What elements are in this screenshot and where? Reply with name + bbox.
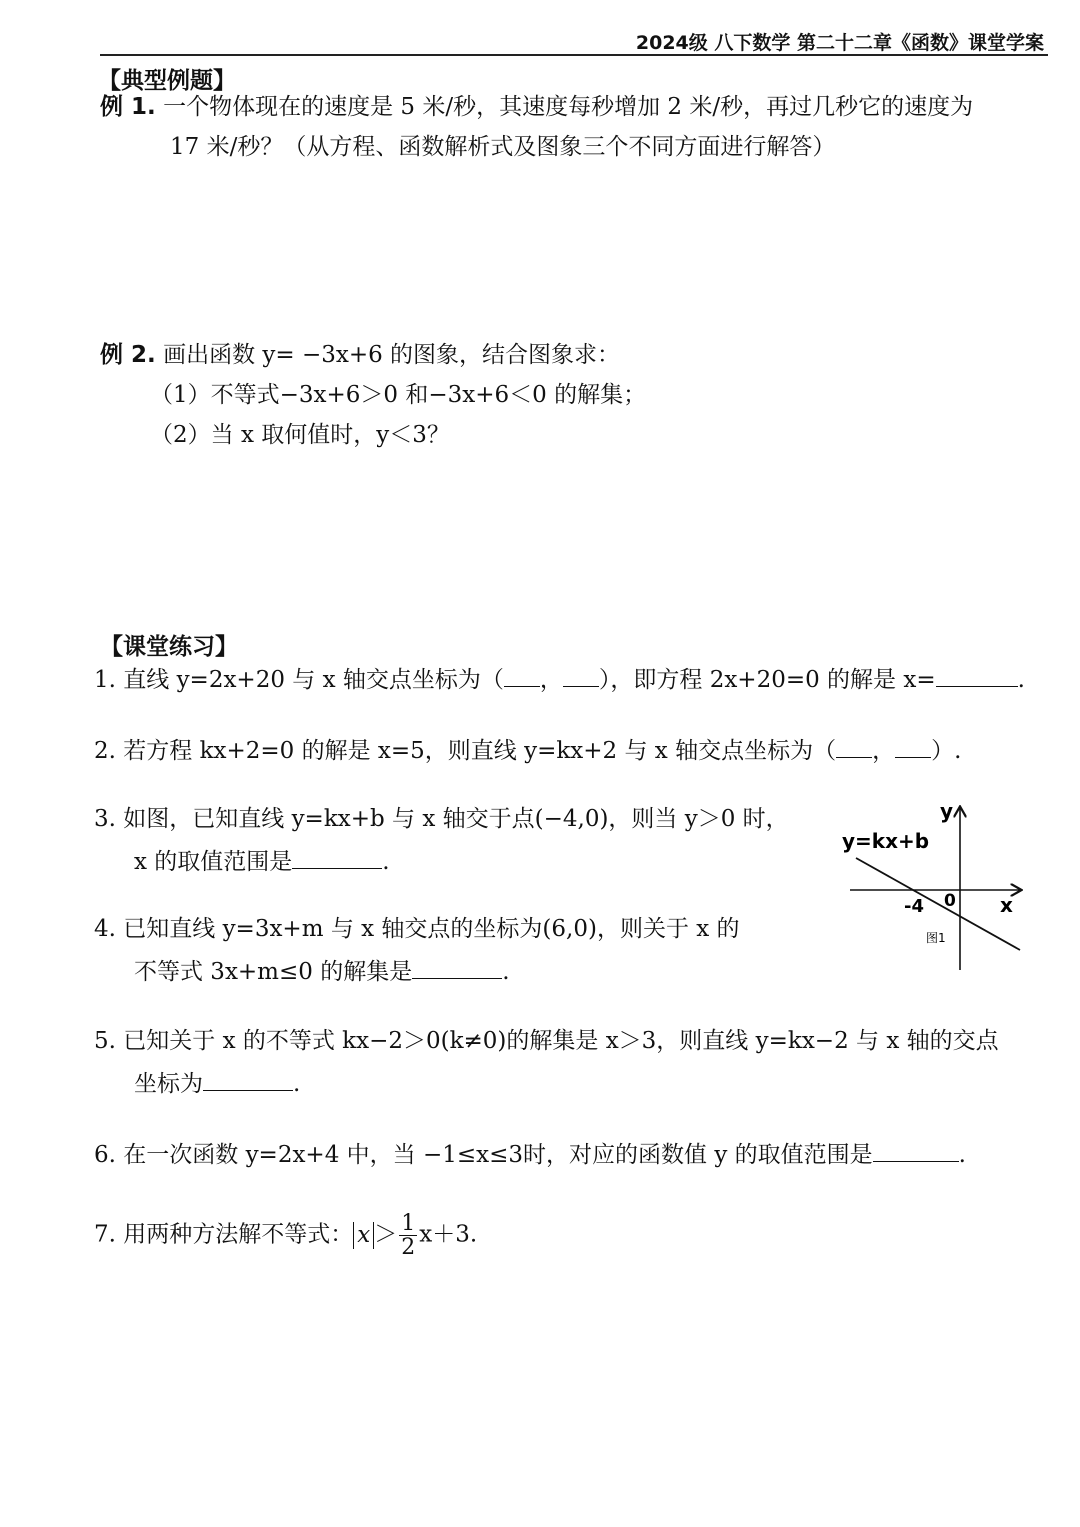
q7-text-tail: x＋3. (419, 1221, 478, 1248)
figure-1 (836, 798, 1036, 978)
practice-question-5-line2 (134, 1070, 300, 1096)
answer-blank[interactable] (873, 1141, 959, 1162)
q7-text-a: 7. 用两种方法解不等式： (94, 1221, 354, 1248)
q5-text-a: 坐标为 (134, 1071, 203, 1097)
answer-blank[interactable] (412, 958, 502, 979)
answer-blank[interactable] (895, 737, 931, 758)
q4-text-b: . (502, 959, 510, 985)
practice-question-6 (94, 1141, 966, 1167)
example-2-line3: （2）当 x 取何值时，y＜3？ (150, 422, 450, 448)
practice-question-7 (94, 1212, 477, 1259)
x-intercept-label: -4 (904, 896, 924, 917)
practice-question-4-line2 (134, 958, 510, 984)
example-1-label: 例 1. (100, 94, 156, 120)
q3-text-a: x 的取值范围是 (134, 849, 293, 875)
fraction-denominator: 2 (401, 1235, 416, 1261)
q2-text-c: ）. (931, 738, 962, 764)
document-header: 2024级 八下数学 第二十二章《函数》课堂学案 (635, 32, 1044, 54)
practice-question-3-line2 (134, 848, 390, 874)
answer-blank[interactable] (292, 848, 382, 869)
example-1 (100, 96, 973, 119)
q2-text-a: 2. 若方程 kx+2=0 的解是 x=5，则直线 y=kx+2 与 x 轴交点坐标为（ (94, 738, 837, 764)
example-2-line2: （1）不等式−3x+6＞0 和−3x+6＜0 的解集； (150, 382, 647, 408)
fraction-numerator: 1 (401, 1211, 416, 1236)
example-1-line2: 17 米/秒？（从方程、函数解析式及图象三个不同方面进行解答） (170, 134, 836, 160)
q1-text-b: ， (539, 667, 563, 693)
q1-text-d: . (1017, 667, 1025, 693)
y-axis-label: y (940, 799, 954, 823)
answer-blank[interactable] (504, 666, 540, 687)
absolute-value-x: x (353, 1222, 374, 1250)
fraction-one-half (399, 1212, 417, 1259)
example-2 (100, 344, 620, 367)
example-1-line1: 一个物体现在的速度是 5 米/秒，其速度每秒增加 2 米/秒，再过几秒它的速度为 (163, 94, 974, 120)
q7-gt-sign: ＞ (374, 1221, 398, 1248)
section-title-examples: 【典型例题】 (98, 68, 236, 94)
line-label: y=kx+b (842, 829, 930, 853)
q4-text-a: 不等式 3x+m≤0 的解集是 (134, 959, 413, 985)
answer-blank[interactable] (203, 1070, 293, 1091)
q1-text-c: ），即方程 2x+20=0 的解是 x= (598, 667, 936, 693)
answer-blank[interactable] (936, 666, 1018, 687)
practice-question-5: 5. 已知关于 x 的不等式 kx−2＞0(k≠0)的解集是 x＞3，则直线 y=kx−2 与 x 轴的交点 (94, 1028, 999, 1054)
example-2-line1: 画出函数 y= −3x+6 的图象，结合图象求： (163, 342, 621, 368)
practice-question-4: 4. 已知直线 y=3x+m 与 x 轴交点的坐标为(6,0)，则关于 x 的 (94, 916, 740, 942)
q3-text-b: . (382, 849, 390, 875)
q6-text-b: . (958, 1142, 966, 1168)
section-title-practice: 【课堂练习】 (100, 634, 238, 660)
q2-text-b: ， (872, 738, 896, 764)
q1-text-a: 1. 直线 y=2x+20 与 x 轴交点坐标为（ (94, 667, 504, 693)
example-2-label: 例 2. (100, 342, 156, 368)
practice-question-2 (94, 737, 961, 763)
practice-question-1 (94, 666, 1025, 692)
line-graph-figure (836, 798, 1036, 978)
answer-blank[interactable] (563, 666, 599, 687)
answer-blank[interactable] (836, 737, 872, 758)
q5-text-b: . (293, 1071, 301, 1097)
x-axis-label: x (1000, 893, 1013, 917)
figure-caption: 图1 (926, 931, 946, 945)
q6-text-a: 6. 在一次函数 y=2x+4 中，当 −1≤x≤3时，对应的函数值 y 的取值范围是 (94, 1142, 873, 1168)
practice-question-3: 3. 如图，已知直线 y=kx+b 与 x 轴交于点(−4,0)，则当 y＞0 时， (94, 806, 789, 832)
origin-label: 0 (944, 891, 956, 911)
header-divider (100, 54, 1048, 56)
